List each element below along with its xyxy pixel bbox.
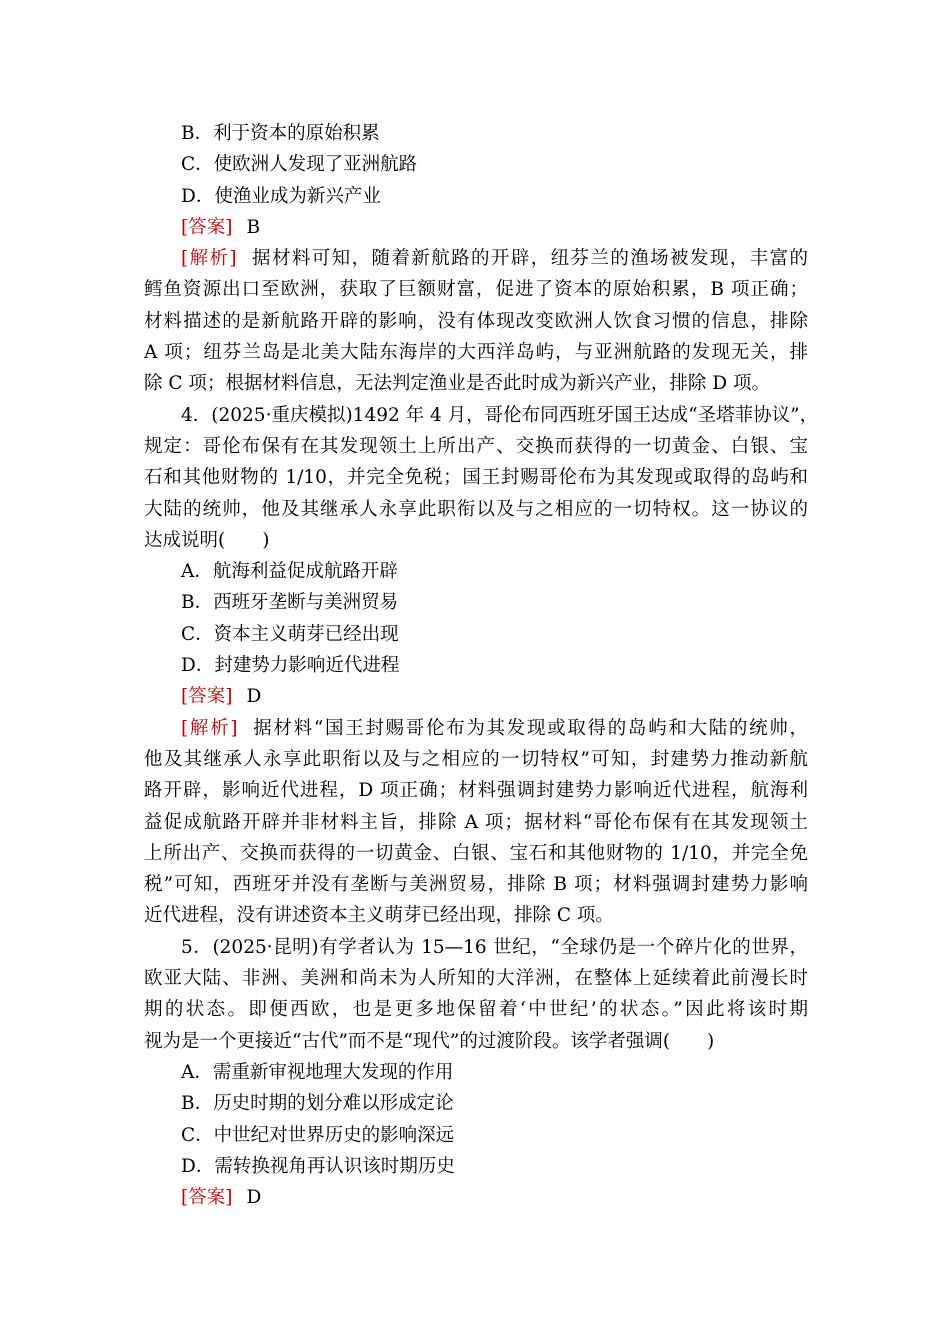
q5-option-b: B．历史时期的划分难以形成定论 [181, 1093, 454, 1115]
answer-value: D [246, 1187, 262, 1209]
q5-option-c: C．中世纪对世界历史的影响深远 [181, 1124, 455, 1146]
q3-analysis-line: 材料描述的是新航路开辟的影响，没有体现改变欧洲人饮食习惯的信息，排除 [144, 310, 808, 332]
q4-analysis-line: 税”可知，西班牙并没有垄断与美洲贸易，排除 B 项；材料强调封建势力影响 [144, 874, 808, 896]
q3-option-d: D．使渔业成为新兴产业 [181, 185, 381, 207]
q4-option-a: A．航海利益促成航路开辟 [181, 561, 398, 583]
q4-analysis-line: 上所出产、交换而获得的一切黄金、白银、宝石和其他财物的 1/10，并完全免 [144, 842, 808, 864]
q3-option-b: B．利于资本的原始积累 [181, 123, 380, 144]
answer-tag: [答案] [181, 1187, 233, 1209]
q3-analysis-line: 除 C 项；根据材料信息，无法判定渔业是否此时成为新兴产业，排除 D 项。 [144, 373, 771, 395]
q5-option-a: A．需重新审视地理大发现的作用 [181, 1061, 454, 1083]
q5-option-d: D．需转换视角再认识该时期历史 [181, 1155, 455, 1177]
q5-stem-line: 5．(2025·昆明)有学者认为 15—16 世纪，“全球仍是一个碎片化的世界， [181, 936, 808, 958]
q3-analysis-line: A 项；纽芬兰岛是北美大陆东海岸的大西洋岛屿，与亚洲航路的发现无关，排 [144, 342, 808, 364]
q4-analysis-line: 益促成航路开辟并非材料主旨，排除 A 项；据材料“哥伦布保有在其发现领土 [144, 811, 808, 833]
q4-analysis-line: 近代进程，没有讲述资本主义萌芽已经出现，排除 C 项。 [144, 905, 614, 927]
q4-option-d: D．封建势力影响近代进程 [181, 655, 400, 677]
q5-stem-line: 视为是一个更接近“古代”而不是“现代”的过渡阶段。该学者强调( ) [144, 1030, 715, 1052]
q3-option-c: C．使欧洲人发现了亚洲航路 [181, 154, 418, 176]
q4-stem-line: 石和其他财物的 1/10，并完全免税；国王封赐哥伦布为其发现或取得的岛屿和 [144, 467, 808, 489]
q4-analysis-line: [解析] 据材料“国王封赐哥伦布为其发现或取得的岛屿和大陆的统帅， [181, 717, 808, 739]
q4-stem-line: 4．(2025·重庆模拟)1492 年 4 月，哥伦布同西班牙国王达成“圣塔菲协议”， [181, 404, 819, 426]
answer-tag: [答案] [181, 216, 233, 238]
analysis-tag: [解析] [181, 248, 237, 270]
document-content [144, 118, 819, 1213]
analysis-tag: [解析] [181, 717, 238, 739]
answer-tag: [答案] [181, 686, 233, 708]
q3-analysis-line: 鳕鱼资源出口至欧洲，获取了巨额财富，促进了资本的原始积累，B 项正确； [144, 279, 808, 301]
answer-value: B [246, 216, 261, 238]
q4-stem-line: 规定：哥伦布保有在其发现领土上所出产、交换而获得的一切黄金、白银、宝 [144, 435, 808, 457]
q4-stem-line: 大陆的统帅，他及其继承人永享此职衔以及与之相应的一切特权。这一协议的 [144, 498, 808, 520]
q4-analysis-line: 他及其继承人永享此职衔以及与之相应的一切特权”可知，封建势力推动新航 [144, 748, 808, 770]
q4-option-b: B．西班牙垄断与美洲贸易 [181, 592, 399, 614]
q4-analysis-line: 路开辟，影响近代进程，D 项正确；材料强调封建势力影响近代进程，航海利 [144, 780, 808, 802]
q5-stem-line: 期的状态。即便西欧，也是更多地保留着‘中世纪’的状态。”因此将该时期 [144, 999, 808, 1021]
q4-stem-line: 达成说明( ) [144, 529, 270, 551]
q3-analysis-line: [解析] 据材料可知，随着新航路的开辟，纽芬兰的渔场被发现，丰富的 [181, 248, 808, 270]
answer-value: D [246, 686, 262, 708]
q5-answer [144, 1182, 808, 1213]
q4-option-c: C．资本主义萌芽已经出现 [181, 623, 399, 645]
q5-stem-line: 欧亚大陆、非洲、美洲和尚未为人所知的大洋洲，在整体上延续着此前漫长时 [144, 968, 808, 990]
q3-answer [144, 212, 808, 243]
q4-answer [144, 681, 808, 712]
